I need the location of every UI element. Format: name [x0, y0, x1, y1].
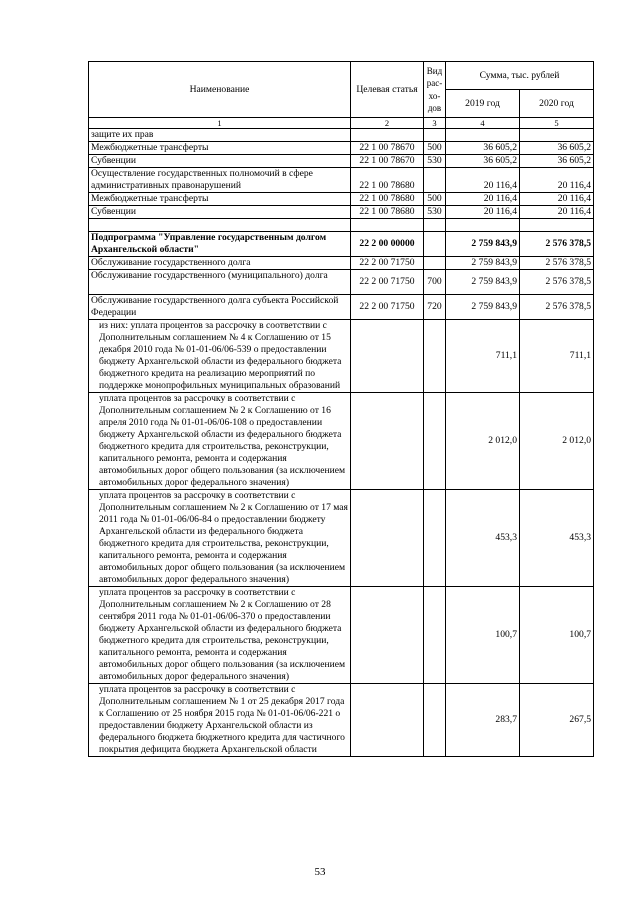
row-value-2020: 2 576 378,5 [520, 295, 594, 320]
row-code: 22 1 00 78670 [351, 155, 424, 168]
row-value-2020: 20 116,4 [520, 193, 594, 206]
row-type [424, 684, 446, 757]
table-row [89, 270, 594, 295]
table-row [89, 142, 594, 155]
row-value-2020: 2 576 378,5 [520, 257, 594, 270]
row-value-2019: 283,7 [446, 684, 520, 757]
row-type [424, 219, 446, 232]
row-type: 720 [424, 295, 446, 320]
row-value-2020: 2 576 378,5 [520, 232, 594, 257]
row-name: Подпрограмма "Управление государственным долгом Архангельской области" [89, 232, 351, 257]
table-row [89, 168, 594, 193]
column-index: 5 [520, 118, 594, 129]
row-code [351, 587, 424, 684]
row-type [424, 232, 446, 257]
header-name: Наименование [89, 62, 351, 118]
row-name: уплата процентов за рассрочку в соответствии с Дополнительным соглашением № 2 к Соглашению от 16 апреля 2010 года № 01-01-06/06-108 о предоставлении бюджету Архангельской области из федерального бюджета бюджетного кредита для строительства, реконструкции, капитального ремонта, ремонта и содержания автомобильных дорог общего пользования (за исключением автомобильных дорог федерального значения) [89, 393, 351, 490]
row-name: Обслуживание государственного (муниципального) долга [89, 270, 351, 295]
row-code: 22 2 00 00000 [351, 232, 424, 257]
row-name: Субвенции [89, 155, 351, 168]
row-value-2019: 2 012,0 [446, 393, 520, 490]
row-value-2020: 20 116,4 [520, 206, 594, 219]
row-type: 500 [424, 193, 446, 206]
table-row [89, 295, 594, 320]
header-target-article: Целевая статья [351, 62, 424, 118]
row-code: 22 2 00 71750 [351, 295, 424, 320]
row-value-2020: 453,3 [520, 490, 594, 587]
header-year-2019: 2019 год [446, 90, 520, 118]
header-expense-type-line2: рас- [426, 78, 443, 88]
row-value-2019: 453,3 [446, 490, 520, 587]
row-type [424, 168, 446, 193]
header-year-2020: 2020 год [520, 90, 594, 118]
row-value-2020: 100,7 [520, 587, 594, 684]
table-row [89, 129, 594, 142]
table-row [89, 490, 594, 587]
column-index: 1 [89, 118, 351, 129]
row-type [424, 129, 446, 142]
row-code [351, 219, 424, 232]
row-value-2019: 2 759 843,9 [446, 232, 520, 257]
row-code [351, 320, 424, 393]
row-code [351, 393, 424, 490]
row-value-2020: 36 605,2 [520, 142, 594, 155]
row-name: из них: уплата процентов за рассрочку в соответствии с Дополнительным соглашением № 4 к Соглашению от 15 декабря 2010 года № 01-01-06/06-539 о предоставлении бюджету Архангельской области из федерального бюджета бюджетного кредита на реализацию мероприятий по поддержке монопрофильных муниципальных образований [89, 320, 351, 393]
row-type [424, 393, 446, 490]
table-row [89, 193, 594, 206]
row-value-2019: 36 605,2 [446, 142, 520, 155]
row-value-2019: 36 605,2 [446, 155, 520, 168]
column-index-row [89, 118, 594, 129]
row-value-2020: 267,5 [520, 684, 594, 757]
row-value-2019: 2 759 843,9 [446, 270, 520, 295]
row-name [89, 219, 351, 232]
row-value-2020 [520, 129, 594, 142]
header-sum: Сумма, тыс. рублей [446, 62, 594, 90]
table-row [89, 320, 594, 393]
subprogram-row [89, 232, 594, 257]
row-value-2019: 2 759 843,9 [446, 295, 520, 320]
row-value-2020: 20 116,4 [520, 168, 594, 193]
row-value-2019: 20 116,4 [446, 168, 520, 193]
header-expense-type-line3: хо- [428, 90, 441, 101]
row-value-2019: 20 116,4 [446, 206, 520, 219]
row-value-2019: 20 116,4 [446, 193, 520, 206]
row-type: 530 [424, 155, 446, 168]
table-row [89, 206, 594, 219]
row-type [424, 320, 446, 393]
header-row [89, 62, 594, 90]
row-code [351, 684, 424, 757]
row-type: 530 [424, 206, 446, 219]
header-expense-type-line4: дов [427, 103, 442, 113]
row-code: 22 1 00 78680 [351, 206, 424, 219]
row-code: 22 2 00 71750 [351, 270, 424, 295]
row-name: Субвенции [89, 206, 351, 219]
column-index: 2 [351, 118, 424, 129]
table-row [89, 155, 594, 168]
row-value-2019: 2 759 843,9 [446, 257, 520, 270]
row-name: Межбюджетные трансферты [89, 142, 351, 155]
row-value-2020 [520, 219, 594, 232]
row-value-2020: 2 576 378,5 [520, 270, 594, 295]
row-type: 500 [424, 142, 446, 155]
column-index: 4 [446, 118, 520, 129]
page-number: 53 [314, 866, 326, 878]
row-value-2019: 711,1 [446, 320, 520, 393]
row-value-2019: 100,7 [446, 587, 520, 684]
row-value-2020: 36 605,2 [520, 155, 594, 168]
row-code [351, 129, 424, 142]
row-name: Обслуживание государственного долга [89, 257, 351, 270]
row-type [424, 490, 446, 587]
table-row [89, 393, 594, 490]
row-type [424, 257, 446, 270]
row-code: 22 1 00 78670 [351, 142, 424, 155]
budget-table [88, 61, 594, 757]
row-value-2020: 711,1 [520, 320, 594, 393]
row-name: Межбюджетные трансферты [89, 193, 351, 206]
row-name: уплата процентов за рассрочку в соответствии с Дополнительным соглашением № 2 к Соглашению от 17 мая 2011 года № 01-01-06/06-84 о предоставлении бюджету Архангельской области из федерального бюджета бюджетного кредита для строительства, реконструкции, капитального ремонта, ремонта и содержания автомобильных дорог общего пользования (за исключением автомобильных дорог федерального значения) [89, 490, 351, 587]
row-type [424, 587, 446, 684]
row-code [351, 490, 424, 587]
row-value-2020: 2 012,0 [520, 393, 594, 490]
row-name: защите их прав [89, 129, 351, 142]
table-row [89, 257, 594, 270]
row-code: 22 2 00 71750 [351, 257, 424, 270]
table-row [89, 587, 594, 684]
row-name: Обслуживание государственного долга субъекта Российской Федерации [89, 295, 351, 320]
row-type: 700 [424, 270, 446, 295]
row-value-2019 [446, 129, 520, 142]
row-code: 22 1 00 78680 [351, 193, 424, 206]
row-name: уплата процентов за рассрочку в соответствии с Дополнительным соглашением № 2 к Соглашению от 28 сентября 2011 года № 01-01-06/06-370 о предоставлении бюджету Архангельской области из федерального бюджета бюджетного кредита для строительства, реконструкции, капитального ремонта, ремонта и содержания автомобильных дорог общего пользования (за исключением автомобильных дорог федерального значения) [89, 587, 351, 684]
header-expense-type [424, 62, 446, 118]
column-index: 3 [424, 118, 446, 129]
row-name: Осуществление государственных полномочий в сфере административных правонарушений [89, 168, 351, 193]
table-row [89, 684, 594, 757]
spacer-row [89, 219, 594, 232]
header-expense-type-line1: Вид [426, 65, 443, 76]
row-code: 22 1 00 78680 [351, 168, 424, 193]
row-name: уплата процентов за рассрочку в соответствии с Дополнительным соглашением № 1 от 25 декабря 2017 года к Соглашению от 25 ноября 2015 года № 01-01-06/06-221 о предоставлении бюджету Архангельской области из федерального бюджета бюджетного кредита для частичного покрытия дефицита бюджета Архангельской области [89, 684, 351, 757]
row-value-2019 [446, 219, 520, 232]
